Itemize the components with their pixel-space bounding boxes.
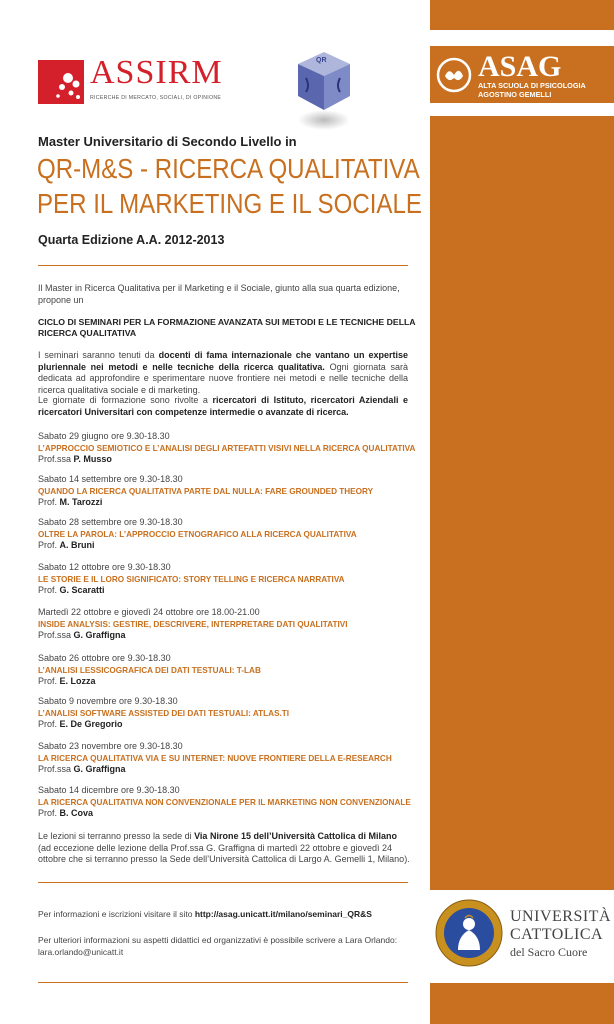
audience-part1: Le giornate di formazione sono rivolte a — [38, 395, 213, 405]
seminar-title: OLTRE LA PAROLA: L’APPROCCIO ETNOGRAFICO ALLA RICERCA QUALITATIVA — [38, 529, 357, 539]
location-paragraph — [38, 831, 410, 866]
seminar-date: Sabato 26 ottobre ore 9.30-18.30 — [38, 653, 171, 663]
seminar-date: Sabato 14 dicembre ore 9.30-18.30 — [38, 785, 180, 795]
seminar-title: L’APPROCCIO SEMIOTICO E L’ANALISI DEGLI ARTEFATTI VISIVI NELLA RICERCA QUALITATIVA — [38, 443, 416, 453]
orange-block-column — [430, 116, 614, 890]
ucsc-logo — [432, 896, 612, 972]
seminar-date: Sabato 29 giugno ore 9.30-18.30 — [38, 431, 170, 441]
orange-block-bottom — [430, 983, 614, 1024]
asag-line2: AGOSTINO GEMELLI — [478, 90, 552, 99]
seminar-title: LE STORIE E IL LORO SIGNIFICATO: STORY TELLING E RICERCA NARRATIVA — [38, 574, 345, 584]
seminar-date: Sabato 28 settembre ore 9.30-18.30 — [38, 517, 183, 527]
audience-part2: ricercatori di Istituto, ricercatori Aziendali e ricercatori Universitari con competenze intermedie o avanzate di ricerca. — [38, 395, 409, 417]
prof-name: G. Graffigna — [73, 764, 126, 774]
seminar-item — [38, 474, 373, 509]
seminar-teacher — [38, 630, 347, 642]
seminar-item — [38, 653, 261, 688]
prof-title: Prof.ssa — [38, 764, 72, 774]
seminar-title: L’ANALISI SOFTWARE ASSISTED DEI DATI TESTUALI: ATLAS.TI — [38, 708, 290, 718]
prof-title: Prof.ssa — [38, 454, 72, 464]
seminar-title: LA RICERCA QUALITATIVA NON CONVENZIONALE PER IL MARKETING NON CONVENZIONALE — [38, 797, 411, 807]
prof-title: Prof. — [38, 719, 58, 729]
seminar-item — [38, 741, 392, 776]
cube-label: QR — [316, 57, 327, 64]
seminar-title: INSIDE ANALYSIS: GESTIRE, DESCRIVERE, INTERPRETARE DATI QUALITATIVI — [38, 619, 348, 629]
prof-name: E. Lozza — [59, 676, 96, 686]
assirm-tagline: RICERCHE DI MERCATO, SOCIALI, DI OPINIONE — [90, 95, 222, 101]
edition: Quarta Edizione A.A. 2012-2013 — [38, 233, 225, 247]
seminar-teacher — [38, 585, 345, 597]
prof-title: Prof. — [38, 540, 58, 550]
info-url-link[interactable]: http://asag.unicatt.it/milano/seminari_QR&S — [194, 909, 372, 919]
info-line — [38, 909, 418, 921]
assirm-logo — [38, 54, 223, 108]
location-part3: (ad eccezione delle lezione della Prof.ssa G. Graffigna di martedì 22 ottobre e giovedì 24 ottobre che si terranno presso la Sede dell’Università Cattolica di Largo A. Gemelli 1, Milano). — [38, 842, 410, 864]
page-title-line1: QR-M&S - RICERCA QUALITATIVA — [37, 153, 420, 184]
info-text: Per informazioni e iscrizioni visitare il sito — [38, 909, 195, 919]
ucsc-line3: del Sacro Cuore — [510, 945, 588, 959]
ucsc-line2: CATTOLICA — [510, 926, 604, 943]
divider-top — [38, 265, 408, 266]
seminar-item — [38, 696, 289, 731]
audience-description — [38, 395, 408, 418]
prof-title: Prof. — [38, 585, 58, 595]
prof-name: B. Cova — [59, 808, 94, 818]
seminar-teacher — [38, 676, 261, 688]
seminar-item — [38, 431, 415, 466]
prof-name: G. Scaratti — [59, 585, 105, 595]
seminar-title: QUANDO LA RICERCA QUALITATIVA PARTE DAL NULLA: FARE GROUNDED THEORY — [38, 486, 374, 496]
page-title-line2: PER IL MARKETING E IL SOCIALE — [37, 188, 422, 219]
seminar-date: Sabato 23 novembre ore 9.30-18.30 — [38, 741, 183, 751]
prof-name: M. Tarozzi — [59, 497, 103, 507]
asag-emblem-icon — [435, 56, 473, 94]
seminar-item — [38, 607, 347, 642]
seminar-teacher — [38, 764, 392, 776]
header-kicker: Master Universitario di Secondo Livello in — [38, 134, 297, 149]
seminar-date: Sabato 9 novembre ore 9.30-18.30 — [38, 696, 178, 706]
seminar-item — [38, 517, 357, 552]
seminar-date: Sabato 12 ottobre ore 9.30-18.30 — [38, 562, 171, 572]
ucsc-line1: UNIVERSITÀ — [510, 908, 611, 925]
orange-block-top — [430, 0, 614, 30]
location-address: Via Nirone 15 dell’Università Cattolica di Milano — [194, 831, 397, 841]
desc-part1: I seminari saranno tenuti da — [38, 350, 159, 360]
cycle-line2: RICERCA QUALITATIVA — [38, 328, 137, 338]
email-link[interactable]: lara.orlando@unicatt.it — [38, 947, 124, 957]
seminar-title: L’ANALISI LESSICOGRAFICA DEI DATI TESTUALI: T-LAB — [38, 665, 261, 675]
divider-middle — [38, 882, 408, 883]
seminar-date: Martedì 22 ottobre e giovedì 24 ottobre ore 18.00-21.00 — [38, 607, 260, 617]
prof-title: Prof. — [38, 808, 58, 818]
asag-logo — [430, 46, 614, 103]
prof-title: Prof. — [38, 676, 58, 686]
seminar-teacher — [38, 808, 411, 820]
prof-title: Prof.ssa — [38, 630, 72, 640]
location-part1: Le lezioni si terranno presso la sede di — [38, 831, 195, 841]
ucsc-seal-icon — [434, 898, 504, 968]
seminar-teacher — [38, 497, 373, 509]
prof-name: G. Graffigna — [73, 630, 126, 640]
prof-name: P. Musso — [73, 454, 112, 464]
assirm-name: ASSIRM — [90, 54, 223, 91]
asag-line1: ALTA SCUOLA DI PSICOLOGIA — [478, 81, 586, 90]
asag-name: ASAG — [478, 50, 562, 83]
qr-cube-logo — [292, 48, 356, 134]
contact-line: Per ulteriori informazioni su aspetti didattici ed organizzativi è possibile scrivere a Lara Orlando: — [38, 935, 398, 945]
seminar-item — [38, 785, 411, 820]
intro-paragraph: Il Master in Ricerca Qualitativa per il Marketing e il Sociale, giunto alla sua quarta edizione, propone un — [38, 283, 400, 305]
prof-title: Prof. — [38, 497, 58, 507]
prof-name: A. Bruni — [59, 540, 95, 550]
seminar-teacher — [38, 540, 357, 552]
seminar-item — [38, 562, 345, 597]
seminar-date: Sabato 14 settembre ore 9.30-18.30 — [38, 474, 183, 484]
assirm-dots-icon — [38, 60, 84, 104]
divider-bottom — [38, 982, 408, 983]
seminar-teacher — [38, 454, 415, 466]
desc-part3: Ogni giornata sarà dedicata ad approfondire e sperimentare nuove frontiere nei metodi e nelle tecniche della ricerca qualitativa sociale e di marketing. — [38, 361, 408, 395]
seminars-description — [38, 350, 408, 396]
seminar-title: LA RICERCA QUALITATIVA VIA E SU INTERNET: NUOVE FRONTIERE DELLA E-RESEARCH — [38, 753, 392, 763]
cycle-line1: CICLO DI SEMINARI PER LA FORMAZIONE AVANZATA SUI METODI E LE TECNICHE DELLA — [38, 317, 416, 327]
desc-part2: docenti di fama internazionale che vantano un expertise pluriennale nei metodi e nelle tecniche della ricerca qualitativa. — [38, 350, 408, 372]
prof-name: E. De Gregorio — [59, 719, 123, 729]
seminar-teacher — [38, 719, 289, 731]
